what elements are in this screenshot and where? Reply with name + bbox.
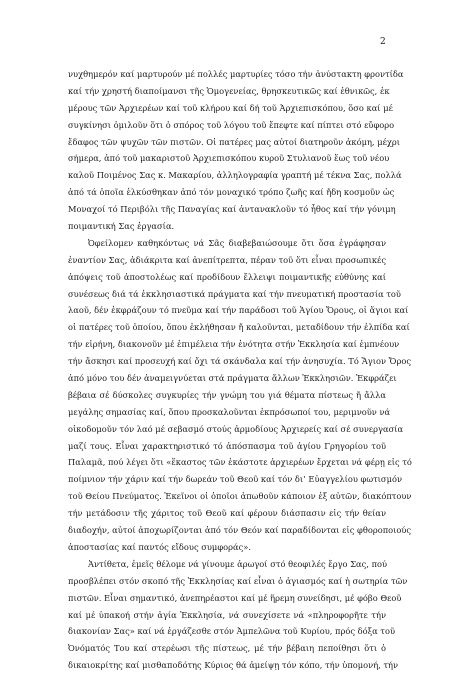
text-line: ἀποστασίας καί παντός εἴδους συμφοράς». [68,541,251,552]
text-line: δικαιοκρίτης καί μισθαποδότης Κύριος θά ἀμείψῃ τόν κόπο, τήν ὑπομονή, τήν [68,660,399,671]
text-line: πιστῶν. Εἶναι σημαντικό, ἀνεπηρέαστοι καί μέ ἥρεμη συνείδησι, μέ φόβο Θεοῦ [68,592,402,603]
text-line: ἐναντίον Σας, ἀδιάκριτα καί ἀνεπίτρεπτα, πέραν τοῦ ὅτι εἶναι προσωπικές [68,254,387,265]
text-line: καλοῦ Ποιμένος Σας κ. Μακαρίου, ἀλληλογραφία γραπτή μέ τέκνα Σας, πολλά [68,170,402,181]
text-line: οἰκοδομοῦν τόν λαό μέ σεβασμό στούς ἁρμοδίους Ἀρχιερείς καί σέ συνεργασία [68,423,404,434]
text-line: διαδοχήν, αὐτοί ἀποχωρίζονται ἀπό τόν Θεόν καί παραδίδονται εἰς φθοροποιούς [68,525,412,536]
text-line: Ἀντίθετα, ἐμεῖς θέλομε νά γίνουμε ἀρωγοί στό θεοφιλές ἔργο Σας, πού [88,558,388,569]
page-number: 2 [380,37,386,47]
text-line: καί τήν χρηστή διαποίμανσι τῆς Ὁμογενείας, θρησκευτικῶς καί ἐθνικῶς, ἐκ [68,85,390,96]
text-line: τοῦ Θείου Πνεύματος. Ἐκεῖνοι οἱ ὁποῖοι ἀπωθοῦν κάποιον ἐξ αὐτῶν, διακόπτουν [68,491,412,502]
text-line: ἀπόψεις τοῦ ἀποστολέως καί προδίδουν ἔλλειψι ποιμαντικῆς εὐθύνης καί [68,271,386,282]
text-line: μέρους τῶν Ἀρχιερέων καί τοῦ κλήρου καί δή τοῦ Ἀρχιεπισκόπου, ὅσο καί μέ [68,102,393,113]
text-line: συνέσεως διά τά ἐκκλησιαστικά πράγματα καί τήν πνευματική προστασία τοῦ [68,288,401,299]
text-line: ποιμαντική Σας ἐργασία. [68,221,175,232]
text-line: Μοναχοί τό Περιβόλι τῆς Παναγίας καί ἀντανακλοῦν τό ἦθος καί τήν γόνιμη [68,204,396,215]
text-line: νυχθημερόν καί μαρτυρούν μέ πολλές μαρτυρίες τόσο τήν ἀνύστακτη φροντίδα [68,69,404,79]
text-line: οἱ πατέρες τοῦ ὁποίου, ὅπου ἐκλήθησαν ἤ καλοῦνται, μεταδίδουν τήν ἐλπίδα καί [68,322,410,333]
text-line: βέβαια σέ δύσκολες συγκυρίες τήν γνώμη του γιά θέματα πίστεως ἤ ἄλλα [68,389,386,400]
text-line: τήν ἄσκησι καί προσευχή καί ὄχι τά σκάνδαλα καί τήν ἀνησυχία. Τό Ἅγιον Ὄρος [68,356,411,367]
body-text [68,66,412,674]
text-line: Ὀνόματός Του καί στερέωσι τῆς πίστεως, μέ τήν βέβαιη πεποίθησι ὅτι ὁ [68,643,386,654]
text-line: σήμερα, ἀπό τοῦ μακαριστοῦ Ἀρχιεπισκόπου κυροῦ Στυλιανοῦ ἕως τοῦ νέου [68,153,390,164]
text-line: Ὀφείλομεν καθηκόντως νά Σᾶς διαβεβαιώσουμε ὅτι ὅσα ἐγράφησαν [88,237,386,248]
text-line: ἀπό μόνο του δέν ἀναμειγνύεται στά πράγματα ἄλλων Ἐκκλησιῶν. Ἐκφράζει [68,373,397,384]
text-line: προσβλέπει στόν σκοπό τῆς Ἐκκλησίας καί εἶναι ὁ ἁγιασμός καί ἡ σωτηρία τῶν [68,575,408,586]
text-line: μεγάλης σημασίας καί, ὅπου προσκαλοῦνται ἐκπρόσωποί του, μεριμνοῦν νά [68,406,391,417]
text-line: Παλαμᾶ, πού λέγει ὅτι «ἕκαστος τῶν ἑκάστοτε ἀρχιερέων ἔρχεται νά φέρῃ εἰς τό [68,457,412,468]
text-line: ποίμνιον τήν χάριν καί τήν δωρεάν τοῦ Θεοῦ καί τόν δι’ Εὐαγγελίου φωτισμόν [68,474,403,485]
text-line: διακονίαν Σας» καί νά ἐργάζεσθε στόν Ἀμπελῶνα τοῦ Κυρίου, πρός δόξα τοῦ [68,626,396,637]
text-line: λαοῦ, δέν ἐκφράζουν τό πνεῦμα καί τήν παράδοσι τοῦ Ἁγίου Ὄρους, οἱ ἅγιοι καί [68,305,409,316]
text-line: τήν εἰρήνη, διακονοῦν μέ ἐπιμέλεια τήν ἑνότητα στήν Ἐκκλησία καί ἐμπνέουν [68,339,400,350]
text-line: συγκίνησι ὁμιλοῦν ὅτι ὁ σπόρος τοῦ λόγου τοῦ ἔπεφτε καί πίπτει στό εὔφορο [68,119,395,130]
text-line: ἔδαφος τῶν ψυχῶν τῶν πιστῶν. Οἱ πατέρες μας αὐτοί διατηροῦν ἀκόμη, μέχρι [68,136,401,147]
text-line: ἀπό τά ὁποῖα ἑλκύσθηκαν ἀπό τόν μοναχικό τρόπο ζωῆς καί ἤδη κοσμοῦν ὡς [68,187,395,198]
text-line: καί μέ ὑπακοή στήν ἁγία Ἐκκλησία, νά συνεχίσετε νά «πληροφορῆτε τήν [68,609,386,620]
text-line: μαζί τους. Εἶναι χαρακτηριστικό τό ἀπόσπασμα τοῦ ἁγίου Γρηγορίου τοῦ [68,440,386,451]
text-line: τήν μετάδοσιν τῆς χάριτος τοῦ Θεοῦ καί φέρουν διάσπασιν εἰς τήν θείαν [68,508,386,519]
